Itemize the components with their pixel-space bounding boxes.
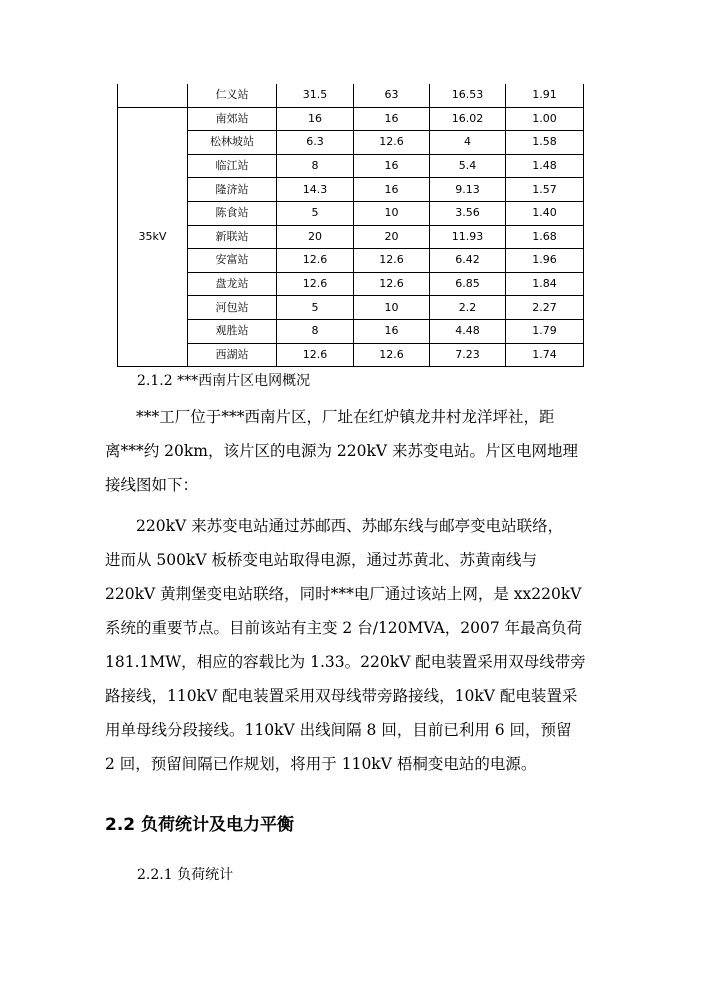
value-cell: 12.6 <box>277 272 354 296</box>
value-cell: 4.48 <box>430 319 506 343</box>
station-cell: 盘龙站 <box>188 272 277 296</box>
value-cell: 14.3 <box>277 178 354 202</box>
value-cell: 6.85 <box>430 272 506 296</box>
station-cell: 河包站 <box>188 296 277 320</box>
voltage-cell: 35kV <box>118 107 188 367</box>
value-cell: 1.96 <box>506 249 584 273</box>
value-cell: 1.57 <box>506 178 584 202</box>
value-cell: 8 <box>277 319 354 343</box>
value-cell: 1.40 <box>506 201 584 225</box>
value-cell: 1.68 <box>506 225 584 249</box>
value-cell: 12.6 <box>277 343 354 367</box>
station-cell: 新联站 <box>188 225 277 249</box>
value-cell: 3.56 <box>430 201 506 225</box>
table-row <box>118 272 584 296</box>
value-cell: 16.02 <box>430 107 506 131</box>
value-cell: 1.84 <box>506 272 584 296</box>
section-heading-2-1-2: 2.1.2 ***西南片区电网概况 <box>137 373 311 389</box>
station-cell: 仁义站 <box>188 84 277 107</box>
value-cell: 31.5 <box>277 84 354 107</box>
value-cell: 12.6 <box>354 131 430 155</box>
value-cell: 12.6 <box>277 249 354 273</box>
station-cell: 西湖站 <box>188 343 277 367</box>
value-cell: 12.6 <box>354 272 430 296</box>
table-row <box>118 225 584 249</box>
value-cell: 5 <box>277 296 354 320</box>
station-cell: 南郊站 <box>188 107 277 131</box>
value-cell: 1.74 <box>506 343 584 367</box>
value-cell: 7.23 <box>430 343 506 367</box>
value-cell: 8 <box>277 154 354 178</box>
paragraph-1-line-2: 离***约 20km，该片区的电源为 220kV 来苏变电站。片区电网地理 <box>105 442 579 460</box>
value-cell: 1.79 <box>506 319 584 343</box>
value-cell: 12.6 <box>354 343 430 367</box>
paragraph-2-line-1: 220kV 来苏变电站通过苏邮西、苏邮东线与邮亭变电站联络， <box>136 517 564 535</box>
value-cell: 6.42 <box>430 249 506 273</box>
value-cell: 2.2 <box>430 296 506 320</box>
table-row <box>118 319 584 343</box>
table-row <box>118 201 584 225</box>
value-cell: 1.00 <box>506 107 584 131</box>
table-row <box>118 249 584 273</box>
value-cell: 10 <box>354 296 430 320</box>
value-cell: 1.58 <box>506 131 584 155</box>
value-cell: 5 <box>277 201 354 225</box>
value-cell: 4 <box>430 131 506 155</box>
table-row <box>118 154 584 178</box>
table-row <box>118 178 584 202</box>
section-heading-2-2: 2.2 负荷统计及电力平衡 <box>105 815 295 835</box>
paragraph-1-line-1: ***工厂位于***西南片区，厂址在红炉镇龙井村龙洋坪社，距 <box>136 408 555 426</box>
station-cell: 陈食站 <box>188 201 277 225</box>
value-cell: 16 <box>354 319 430 343</box>
value-cell: 5.4 <box>430 154 506 178</box>
table-row <box>118 84 584 107</box>
paragraph-2-line-8: 2 回，预留间隔已作规划，将用于 110kV 梧桐变电站的电源。 <box>105 755 537 773</box>
value-cell: 63 <box>354 84 430 107</box>
table-row <box>118 343 584 367</box>
value-cell: 16 <box>277 107 354 131</box>
station-cell: 隆济站 <box>188 178 277 202</box>
value-cell: 11.93 <box>430 225 506 249</box>
value-cell: 12.6 <box>354 249 430 273</box>
paragraph-2-line-7: 用单母线分段接线。110kV 出线间隔 8 回，目前已利用 6 回，预留 <box>105 721 572 739</box>
value-cell: 20 <box>354 225 430 249</box>
value-cell: 1.48 <box>506 154 584 178</box>
section-heading-2-2-1: 2.2.1 负荷统计 <box>137 867 234 883</box>
station-cell: 临江站 <box>188 154 277 178</box>
table-row <box>118 131 584 155</box>
value-cell: 6.3 <box>277 131 354 155</box>
paragraph-2-line-2: 进而从 500kV 板桥变电站取得电源，通过苏黄北、苏黄南线与 <box>105 551 538 569</box>
value-cell: 9.13 <box>430 178 506 202</box>
paragraph-2-line-6: 路接线，110kV 配电装置采用双母线带旁路接线，10kV 配电装置采 <box>105 687 578 705</box>
paragraph-2-line-4: 系统的重要节点。目前该站有主变 2 台/120MVA，2007 年最高负荷 <box>105 619 583 637</box>
paragraph-1-line-3: 接线图如下： <box>105 476 199 494</box>
paragraph-2-line-5: 181.1MW，相应的容载比为 1.33。220kV 配电装置采用双母线带旁 <box>105 653 586 671</box>
voltage-cell <box>118 84 188 107</box>
value-cell: 16 <box>354 154 430 178</box>
value-cell: 1.91 <box>506 84 584 107</box>
station-cell: 观胜站 <box>188 319 277 343</box>
value-cell: 16 <box>354 178 430 202</box>
value-cell: 10 <box>354 201 430 225</box>
substation-table <box>117 84 584 367</box>
station-cell: 安富站 <box>188 249 277 273</box>
station-cell: 松林坡站 <box>188 131 277 155</box>
value-cell: 2.27 <box>506 296 584 320</box>
value-cell: 20 <box>277 225 354 249</box>
value-cell: 16 <box>354 107 430 131</box>
table-row <box>118 296 584 320</box>
paragraph-2-line-3: 220kV 黄荆堡变电站联络，同时***电厂通过该站上网，是 xx220kV <box>105 585 582 603</box>
value-cell: 16.53 <box>430 84 506 107</box>
table-row <box>118 107 584 131</box>
